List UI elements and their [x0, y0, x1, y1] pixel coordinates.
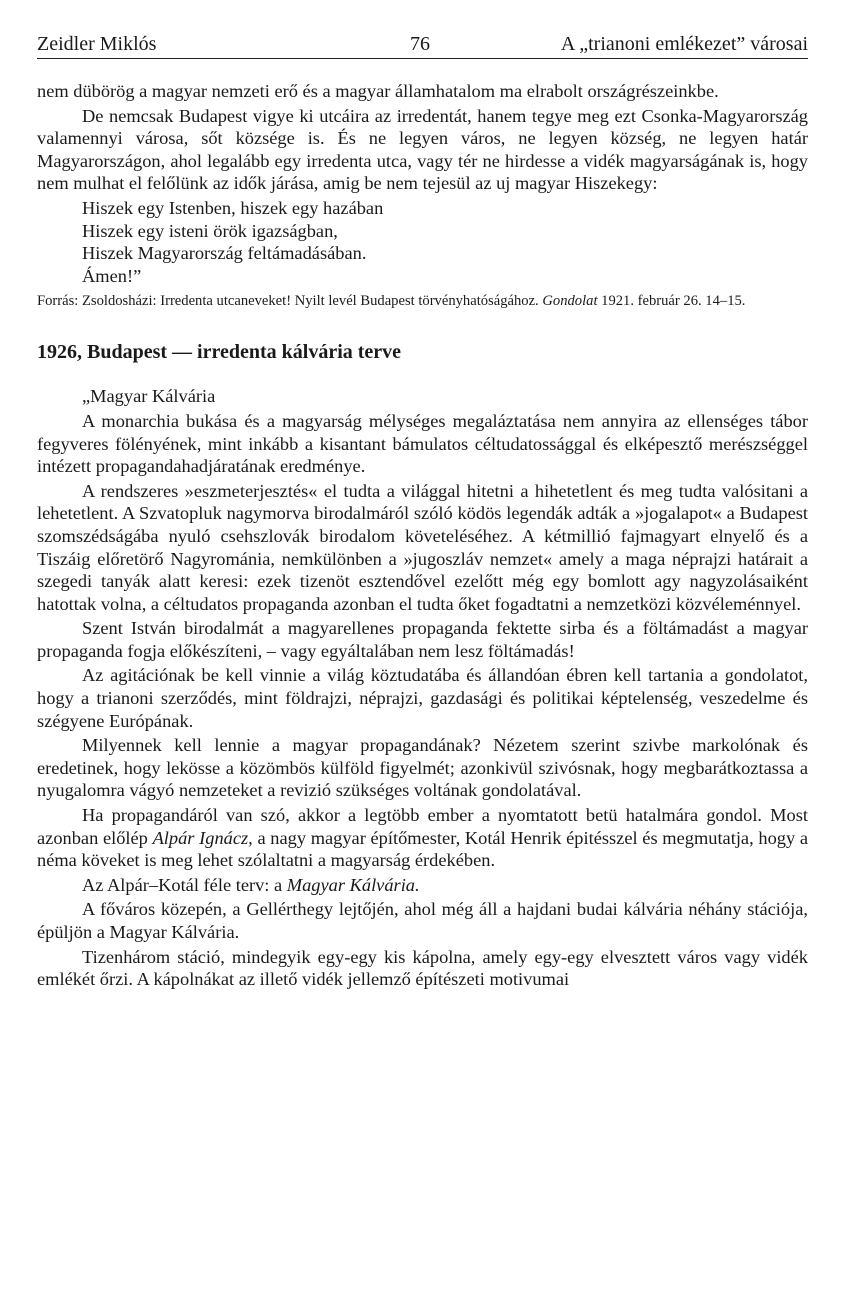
location-paragraph: A főváros közepén, a Gellérthegy lejtőjén, ahol még áll a hajdani budai kálvária néhány stációja, épüljön a Magyar Kálvária. [37, 899, 808, 942]
page-content [37, 30, 808, 993]
poem-line: Hiszek egy Istenben, hiszek egy hazában [82, 197, 384, 218]
section-paragraph: A rendszeres »eszmeterjesztés« el tudta a világgal hitetni a hihetetlent és meg tudta valósitani a lehetetlent. A Szvatopluk nagymorva birodalmáról szóló ködös legendák adták a »jogalapot« a Budapest szomszédságába nyuló csehszlovák birodalom követeléséhez. A kétmillió fajmagyart elnyelő és a Tiszáig előretörő Nagyrománia, nemkülönben a »jugoszláv nemzet« amely a maga néprajzi határait a szegedi tanyák alatt keresi: ezek tizenöt esztendővel ezelőtt még egy bomlott agy nagyzolásaiként hatottak volna, a céltudatos propaganda azonban el tudta őket fogadtatni a nemzetközi közvéleménnyel. [37, 480, 808, 614]
section-paragraph: Milyennek kell lennie a magyar propagandának? Nézetem szerint szivbe markolónak és eredetinek, hogy lekösse a közömbös külföld figyelmét; azonkivül szivósnak, hogy megbarátkoztassa a nyugalomra vágyó nemzeteket a revizió szükséges voltának gondolatával. [37, 735, 808, 801]
alpar-text-before: Ha propagandáról van szó, akkor a legtöbb ember a nyomtatott betü hatalmára gondol. Most azonban előlép [37, 805, 808, 848]
running-header [37, 30, 808, 59]
poem-line: Ámen!” [82, 265, 142, 286]
section-paragraph: Szent István birodalmát a magyarellenes propaganda fektette sirba és a föltámadást a magyar propaganda fogja előkészíteni, – vagy egyáltalában nem lesz föltámadás! [37, 618, 808, 661]
plan-paragraph [37, 874, 808, 897]
poem-line: Hiszek Magyarország feltámadásában. [82, 243, 367, 264]
source-citation [37, 293, 808, 310]
section-paragraph: Az agitációnak be kell vinnie a világ köztudatába és állandóan ébren kell tartania a gondolatot, hogy a trianoni szerződés, mint földrajzi, néprajzi, gazdasági és politikai képtelenség, veszedelme és szégyene Európának. [37, 665, 808, 731]
intro-paragraph-1: nem dübörög a magyar nemzeti erő és a magyar államhatalom ma elrabolt országrészeinkbe. [37, 81, 719, 101]
alpar-text-after: a nagy magyar építőmester, Kotál Henrik épitésszel és megmutatja, hogy a néma köveket is meg lehet szólaltatni a magyarság érdekében. [37, 827, 808, 871]
header-book-title: A „trianoni emlékezet” városai [560, 33, 808, 55]
source-text-after: 1921. február 26. 14–15. [597, 293, 746, 310]
intro-paragraph-2: De nemcsak Budapest vigye ki utcáira az irredentát, hanem tegye meg ezt Csonka-Magyarország valamennyi városa, sőt községe is. És ne legyen város, ne legyen község, ne legyen határ Magyarországon, ahol legalább egy irredenta utca, vagy tér ne hirdesse a vidék magyarságának is, hogy nem mulhat el felőlünk az idők járása, amig be nem tejesül az uj magyar Hiszekegy: [37, 105, 808, 194]
poem-line: Hiszek egy isteni örök igazságban, [82, 220, 338, 241]
plan-title: Magyar Kálvária. [286, 874, 420, 895]
alpar-name: Alpár Ignácz, [152, 827, 253, 848]
header-author: Zeidler Miklós [37, 33, 157, 55]
hiszekegy-poem [37, 197, 808, 287]
body-text [37, 80, 808, 287]
header-page-number: 76 [410, 33, 430, 55]
stations-paragraph: Tizenhárom stáció, mindegyik egy-egy kis kápolna, amely egy-egy elvesztett város vagy vidék emlékét őrzi. A kápolnákat az illető vidék jellemző építészeti motivumai [37, 946, 808, 990]
section-body [37, 385, 808, 990]
source-text-before: Forrás: Zsoldosházi: Irredenta utcaneveket! Nyilt levél Budapest törvényhatóságához. [37, 293, 543, 310]
section-paragraph: A monarchia bukása és a magyarság mélységes megaláztatása nem annyira az ellenséges tábor fegyveres fölényének, mint inkább a kisantant bámulatos céltudatossággal és elképesztő merészséggel intézett propagandahadjáratának eredménye. [37, 410, 808, 477]
section-opening: „Magyar Kálvária [82, 386, 216, 407]
plan-text-before: Az Alpár–Kotál féle terv: a [82, 874, 287, 895]
source-journal: Gondolat [542, 293, 598, 310]
section-title: 1926, Budapest — irredenta kálvária terve [37, 341, 402, 364]
alpar-paragraph [37, 804, 808, 872]
